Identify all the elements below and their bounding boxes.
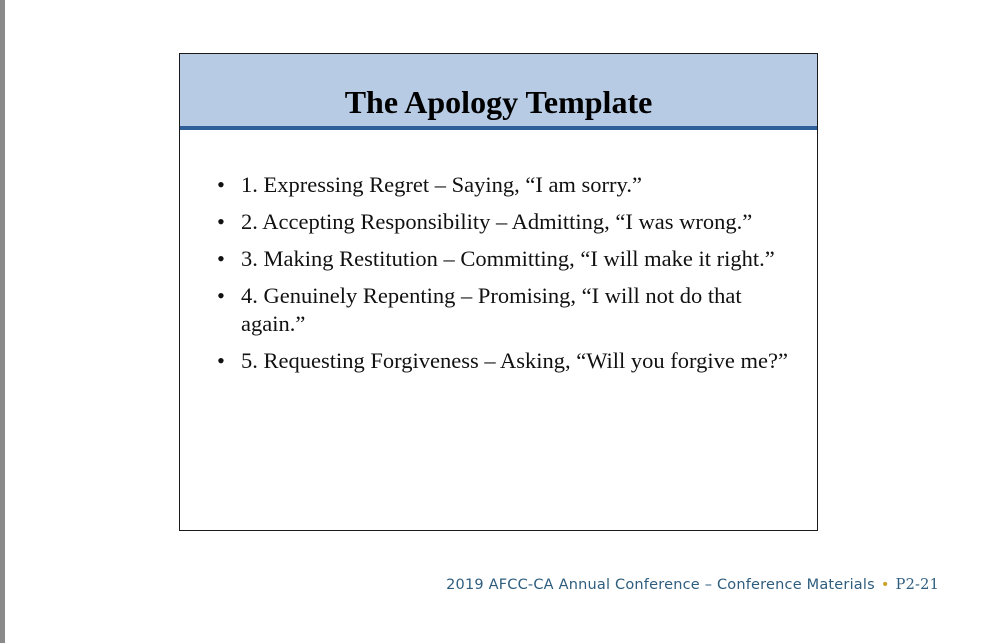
bullet-text: 1. Expressing Regret – Saying, “I am sorry.” xyxy=(241,172,642,197)
bullet-text: 3. Making Restitution – Committing, “I will make it right.” xyxy=(241,246,775,271)
bullet-item xyxy=(215,245,790,273)
window-edge xyxy=(0,0,5,643)
bullet-dot-icon: • xyxy=(217,283,225,308)
bullet-dot-icon: • xyxy=(217,246,225,271)
bullet-item xyxy=(215,171,790,199)
bullet-dot-icon: • xyxy=(217,172,225,197)
bullet-dot-icon: • xyxy=(217,348,225,373)
slide xyxy=(179,53,818,531)
bullet-item xyxy=(215,208,790,236)
bullet-text: 4. Genuinely Repenting – Promising, “I will not do that again.” xyxy=(241,283,742,336)
bullet-dot-icon: • xyxy=(217,209,225,234)
bullet-text: 5. Requesting Forgiveness – Asking, “Will you forgive me?” xyxy=(241,348,788,373)
bullet-text: 2. Accepting Responsibility – Admitting, “I was wrong.” xyxy=(241,209,753,234)
bullet-item xyxy=(215,282,790,338)
slide-title: The Apology Template xyxy=(344,84,653,120)
bullet-item xyxy=(215,347,790,375)
page-number: P2-21 xyxy=(895,577,939,593)
footer-text: 2019 AFCC-CA Annual Conference – Conference Materials xyxy=(446,577,875,593)
bullet-list xyxy=(215,171,790,384)
footer-separator: • xyxy=(880,577,890,593)
slide-header xyxy=(180,54,817,130)
page-footer xyxy=(446,577,939,593)
